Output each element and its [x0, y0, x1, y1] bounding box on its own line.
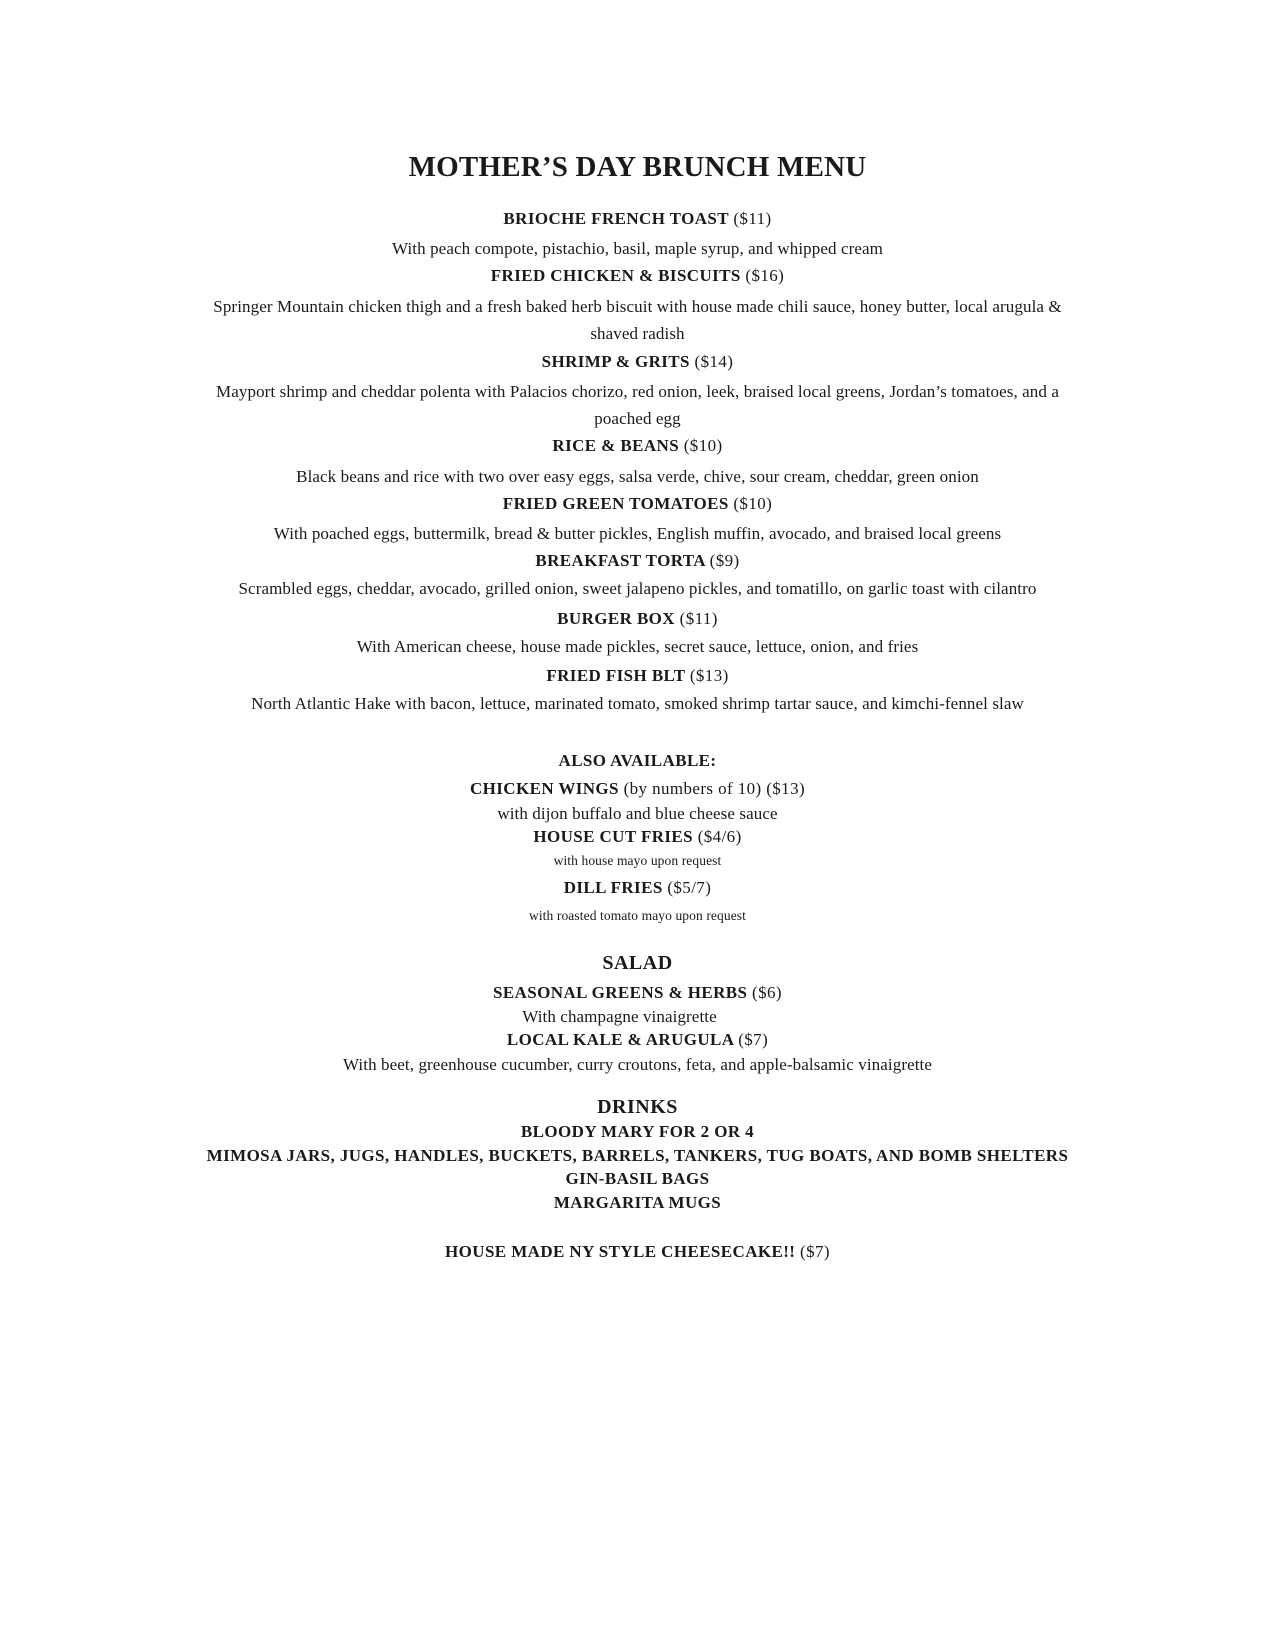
also-available-heading: ALSO AVAILABLE: — [558, 751, 717, 770]
menu-item-description: with roasted tomato mayo upon request — [528, 908, 747, 923]
menu-item-description-cont: poached egg — [594, 409, 681, 428]
menu-item-name: FRIED FISH BLT ($13) — [546, 666, 729, 685]
menu-item-price: ($13) — [766, 779, 806, 798]
menu-item-price: ($16) — [745, 266, 785, 285]
drink-item: BLOODY MARY FOR 2 OR 4 — [520, 1122, 755, 1141]
menu-item-price: ($13) — [689, 666, 729, 685]
menu-item-price: ($11) — [733, 209, 772, 228]
menu-item-name: BREAKFAST TORTA ($9) — [535, 551, 740, 570]
menu-item-description: With beet, greenhouse cucumber, curry croutons, feta, and apple-balsamic vinaigrette — [342, 1055, 933, 1074]
menu-item-price: ($7) — [800, 1242, 830, 1261]
menu-item-price: ($9) — [709, 551, 740, 570]
menu-item-price: ($7) — [738, 1030, 769, 1049]
menu-item-description: With champagne vinaigrette — [522, 1007, 717, 1026]
menu-item-name: FRIED GREEN TOMATOES ($10) — [502, 494, 773, 513]
menu-item-price: ($14) — [694, 352, 734, 371]
menu-item-name: CHICKEN WINGS (by numbers of 10) ($13) — [469, 779, 806, 798]
menu-title: MOTHER’S DAY BRUNCH MENU — [408, 151, 867, 183]
menu-item-description-cont: shaved radish — [590, 324, 685, 343]
dessert-item: HOUSE MADE NY STYLE CHEESECAKE!! ($7) — [445, 1242, 830, 1261]
menu-item-name: DILL FRIES ($5/7) — [563, 878, 712, 897]
menu-item-name: BRIOCHE FRENCH TOAST ($11) — [503, 209, 772, 228]
menu-item-name: LOCAL KALE & ARUGULA ($7) — [506, 1030, 769, 1049]
menu-item-name: SHRIMP & GRITS ($14) — [541, 352, 734, 371]
menu-item-price: ($4/6) — [697, 827, 742, 846]
menu-item-price: ($10) — [683, 436, 723, 455]
drink-item: GIN-BASIL BAGS — [565, 1169, 710, 1188]
menu-item-name: HOUSE CUT FRIES ($4/6) — [533, 827, 742, 846]
menu-item-price: ($11) — [679, 609, 718, 628]
menu-item-portion: (by numbers of 10) — [618, 779, 767, 798]
menu-item-price: ($10) — [733, 494, 773, 513]
menu-item-description: North Atlantic Hake with bacon, lettuce, marinated tomato, smoked shrimp tartar sauce, and kimchi-fennel slaw — [251, 694, 1024, 713]
menu-item-description: With peach compote, pistachio, basil, maple syrup, and whipped cream — [392, 239, 883, 258]
menu-item-description: with dijon buffalo and blue cheese sauce — [497, 804, 778, 823]
menu-item-description: Black beans and rice with two over easy eggs, salsa verde, chive, sour cream, cheddar, green onion — [296, 467, 979, 486]
menu-item-description: With American cheese, house made pickles, secret sauce, lettuce, onion, and fries — [356, 637, 919, 656]
menu-item-name: FRIED CHICKEN & BISCUITS ($16) — [490, 266, 785, 285]
menu-item-name: RICE & BEANS ($10) — [552, 436, 723, 455]
drink-item: MIMOSA JARS, JUGS, HANDLES, BUCKETS, BARRELS, TANKERS, TUG BOATS, AND BOMB SHELTERS — [206, 1146, 1069, 1165]
drink-item: MARGARITA MUGS — [553, 1193, 722, 1212]
menu-item-price: ($6) — [752, 983, 782, 1002]
menu-item-description: Springer Mountain chicken thigh and a fresh baked herb biscuit with house made chili sauce, honey butter, local arugula & — [213, 297, 1062, 316]
drinks-heading: DRINKS — [597, 1096, 678, 1118]
menu-item-description: With poached eggs, buttermilk, bread & butter pickles, English muffin, avocado, and braised local greens — [273, 524, 1002, 543]
menu-item-description: Scrambled eggs, cheddar, avocado, grilled onion, sweet jalapeno pickles, and tomatillo, on garlic toast with cilantro — [238, 579, 1037, 598]
menu-item-description: with house mayo upon request — [553, 853, 722, 868]
menu-item-description: Mayport shrimp and cheddar polenta with Palacios chorizo, red onion, leek, braised local greens, Jordan’s tomatoes, and a — [216, 382, 1059, 401]
menu-item-name: BURGER BOX ($11) — [557, 609, 718, 628]
menu-item-price: ($5/7) — [667, 878, 712, 897]
menu-item-name: SEASONAL GREENS & HERBS ($6) — [493, 983, 782, 1002]
salad-heading: SALAD — [602, 952, 673, 974]
